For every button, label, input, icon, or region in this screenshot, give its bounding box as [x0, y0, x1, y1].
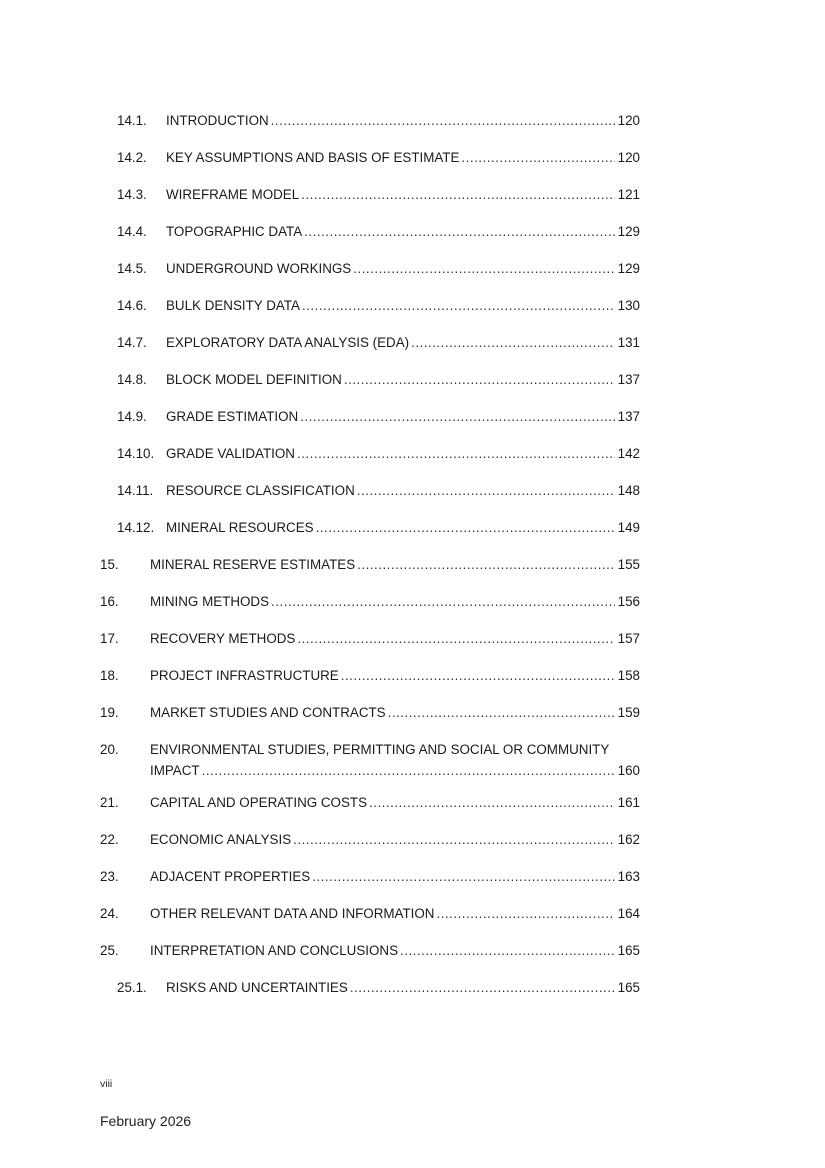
- toc-entry-number: 20.: [100, 742, 119, 757]
- toc-entry-title: ECONOMIC ANALYSIS: [150, 832, 292, 847]
- toc-entry-title: BULK DENSITY DATA: [166, 298, 300, 313]
- toc-entry-number: 14.5.: [117, 261, 147, 276]
- toc-entry-title: KEY ASSUMPTIONS AND BASIS OF ESTIMATE: [166, 150, 460, 165]
- toc-entry-page: 137: [617, 372, 640, 387]
- toc-entry-number: 14.7.: [117, 335, 147, 350]
- toc-entry-page: 121: [617, 187, 640, 202]
- toc-dot-leader: [202, 760, 615, 781]
- toc-dot-leader: [271, 591, 615, 612]
- toc-entry-title: INTERPRETATION AND CONCLUSIONS: [150, 943, 398, 958]
- toc-entry-page: 120: [617, 113, 640, 128]
- toc-entry-title: CAPITAL AND OPERATING COSTS: [150, 795, 368, 810]
- toc-entry-page: 129: [617, 261, 640, 276]
- toc-entry-number: 24.: [100, 906, 119, 921]
- toc-entry-page: 156: [617, 594, 640, 609]
- toc-dot-leader: [312, 866, 614, 887]
- toc-entry-number: 23.: [100, 869, 119, 884]
- toc-entry-number: 21.: [100, 795, 119, 810]
- toc-entry-page: 142: [617, 446, 640, 461]
- toc-entry-number: 14.4.: [117, 224, 147, 239]
- toc-entry-page: 155: [617, 557, 640, 572]
- toc-dot-leader: [300, 406, 614, 427]
- toc-entry-title-line: ENVIRONMENTAL STUDIES, PERMITTING AND SOCIAL OR COMMUNITY: [150, 742, 610, 757]
- toc-entry-page: 165: [617, 943, 640, 958]
- toc-entry-page: 130: [617, 298, 640, 313]
- toc-dot-leader: [297, 443, 615, 464]
- toc-entry-title: BLOCK MODEL DEFINITION: [166, 372, 342, 387]
- toc-entry-number: 22.: [100, 832, 119, 847]
- toc-entry-title: EXPLORATORY DATA ANALYSIS (EDA): [166, 335, 410, 350]
- toc-entry-page: 159: [617, 705, 640, 720]
- toc-entry-title: WIREFRAME MODEL: [166, 187, 300, 202]
- toc-entry-title: MARKET STUDIES AND CONTRACTS: [150, 705, 386, 720]
- toc-entry-number: 19.: [100, 705, 119, 720]
- toc-entry-title: RECOVERY METHODS: [150, 631, 296, 646]
- toc-entry-page: 148: [617, 483, 640, 498]
- toc-entry-page: 129: [617, 224, 640, 239]
- toc-entry-number: 16.: [100, 594, 119, 609]
- toc-entry-page: 157: [617, 631, 640, 646]
- toc-entry-number: 14.2.: [117, 150, 147, 165]
- toc-entry-page: 165: [617, 980, 640, 995]
- toc-entry-title: MINERAL RESOURCES: [166, 520, 314, 535]
- toc-entry-page: 120: [617, 150, 640, 165]
- toc-entry-title: GRADE VALIDATION: [166, 446, 295, 461]
- toc-entry-number: 14.3.: [117, 187, 147, 202]
- toc-dot-leader: [297, 628, 614, 649]
- toc-dot-leader: [293, 829, 615, 850]
- toc-entry-title: MINERAL RESERVE ESTIMATES: [150, 557, 356, 572]
- toc-entry-title: OTHER RELEVANT DATA AND INFORMATION: [150, 906, 435, 921]
- toc-entry-number: 25.: [100, 943, 119, 958]
- toc-entry-title: IMPACT: [150, 763, 200, 778]
- toc-entry-title: TOPOGRAPHIC DATA: [166, 224, 303, 239]
- toc-dot-leader: [369, 792, 615, 813]
- page-number: viii: [100, 1078, 113, 1090]
- toc-dot-leader: [304, 221, 615, 242]
- toc-entry-number: 14.8.: [117, 372, 147, 387]
- toc-dot-leader: [344, 369, 615, 390]
- toc-dot-leader: [400, 940, 615, 961]
- toc-dot-leader: [301, 184, 614, 205]
- toc-entry-number: 25.1.: [117, 980, 147, 995]
- toc-entry-number: 14.10.: [117, 446, 155, 461]
- document-date: February 2026: [100, 1113, 192, 1129]
- toc-entry-title: MINING METHODS: [150, 594, 270, 609]
- toc-entry-page: 137: [617, 409, 640, 424]
- toc-dot-leader: [461, 147, 614, 168]
- toc-dot-leader: [350, 977, 615, 998]
- toc-entry-title: RESOURCE CLASSIFICATION: [166, 483, 355, 498]
- toc-entry-number: 17.: [100, 631, 119, 646]
- toc-entry-number: 15.: [100, 557, 119, 572]
- toc-entry-title: ADJACENT PROPERTIES: [150, 869, 311, 884]
- toc-dot-leader: [411, 332, 615, 353]
- toc-entry-number: 14.11.: [117, 483, 154, 498]
- toc-dot-leader: [388, 702, 615, 723]
- toc-entry-page: 149: [617, 520, 640, 535]
- toc-dot-leader: [316, 517, 615, 538]
- toc-entry-page: 162: [617, 832, 640, 847]
- toc-entry-page: 161: [617, 795, 640, 810]
- toc-entry-number: 14.6.: [117, 298, 147, 313]
- toc-dot-leader: [357, 480, 615, 501]
- toc-dot-leader: [341, 665, 615, 686]
- toc-dot-leader: [353, 258, 614, 279]
- toc-entry-title: INTRODUCTION: [166, 113, 269, 128]
- toc-entry-page: 160: [617, 763, 640, 778]
- toc-entry-page: 164: [617, 906, 640, 921]
- toc-entry-number: 14.1.: [117, 113, 147, 128]
- toc-entry-title: GRADE ESTIMATION: [166, 409, 299, 424]
- toc-entry-page: 158: [617, 668, 640, 683]
- toc-dot-leader: [271, 110, 615, 131]
- toc-dot-leader: [357, 554, 615, 575]
- toc-entry-number: 14.9.: [117, 409, 147, 424]
- toc-dot-leader: [436, 903, 614, 924]
- toc-entry-number: 18.: [100, 668, 119, 683]
- toc-entry-number: 14.12.: [117, 520, 155, 535]
- toc-entry-title: UNDERGROUND WORKINGS: [166, 261, 352, 276]
- toc-dot-leader: [302, 295, 615, 316]
- toc-entry-page: 163: [617, 869, 640, 884]
- toc-entry-title: RISKS AND UNCERTAINTIES: [166, 980, 348, 995]
- toc-entry-page: 131: [617, 335, 640, 350]
- toc-entry-title: PROJECT INFRASTRUCTURE: [150, 668, 339, 683]
